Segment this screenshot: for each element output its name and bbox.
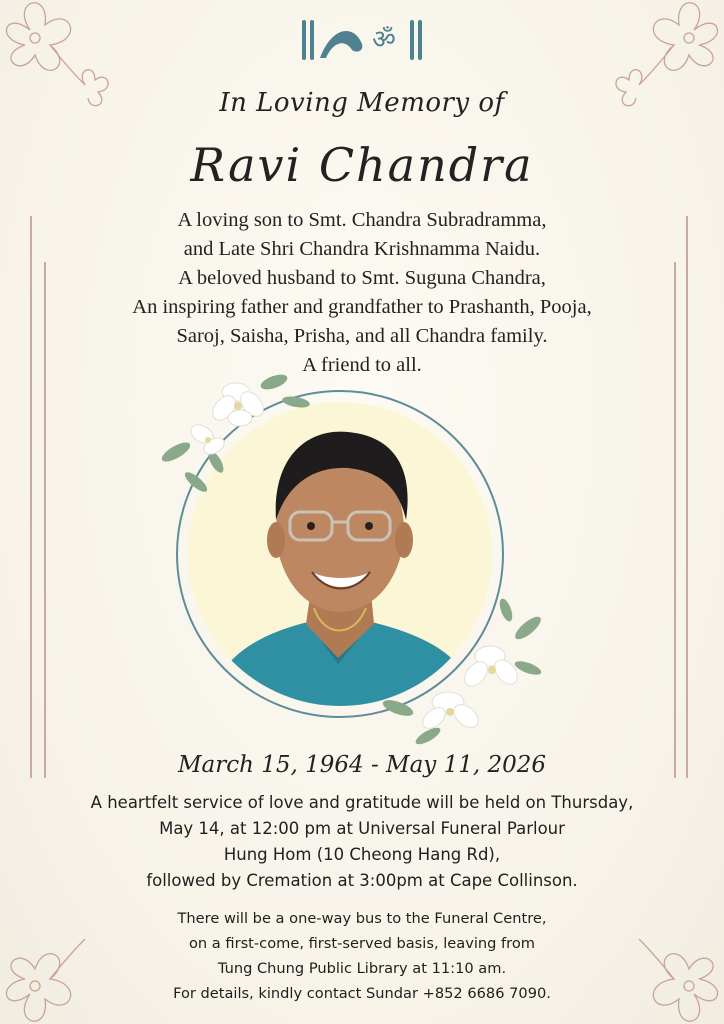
life-dates: March 15, 1964 - May 11, 2026: [177, 752, 547, 778]
bus-line: For details, kindly contact Sundar +852 6686 7090.: [173, 985, 551, 1002]
service-line: May 14, at 12:00 pm at Universal Funeral Parlour: [159, 819, 565, 838]
service-line: Hung Hom (10 Cheong Hang Rd),: [223, 845, 501, 864]
tribute-line: A friend to all.: [302, 354, 422, 376]
right-outer-rule: [686, 216, 688, 778]
bus-line: on a first-come, first-served basis, leaving from: [188, 935, 536, 952]
flower-spray-decoration: [156, 362, 316, 502]
bus-line: Tung Chung Public Library at 11:10 am.: [217, 960, 507, 977]
om-symbol-icon: [292, 14, 432, 66]
bus-line: There will be a one-way bus to the Funeral Centre,: [177, 910, 547, 927]
left-outer-rule: [30, 216, 32, 778]
deceased-name: Ravi Chandra: [190, 138, 534, 192]
tribute-line: A beloved husband to Smt. Suguna Chandra,: [178, 267, 546, 289]
svg-text:ॐ: ॐ: [372, 25, 396, 55]
service-details: [40, 790, 684, 894]
tribute-line: A loving son to Smt. Chandra Subradramma,: [177, 209, 547, 231]
service-line: A heartfelt service of love and gratitude will be held on Thursday,: [90, 793, 634, 812]
left-inner-rule: [44, 262, 46, 778]
tribute-text: [60, 206, 664, 380]
right-inner-rule: [674, 262, 676, 778]
memorial-heading: In Loving Memory of: [219, 88, 505, 118]
service-line: followed by Cremation at 3:00pm at Cape Collinson.: [146, 871, 578, 890]
tribute-line: An inspiring father and grandfather to Prashanth, Pooja,: [132, 296, 592, 318]
bus-details: [60, 906, 664, 1006]
tribute-line: and Late Shri Chandra Krishnamma Naidu.: [183, 238, 541, 260]
tribute-line: Saroj, Saisha, Prisha, and all Chandra family.: [176, 325, 548, 347]
flower-spray-decoration: [378, 598, 546, 748]
